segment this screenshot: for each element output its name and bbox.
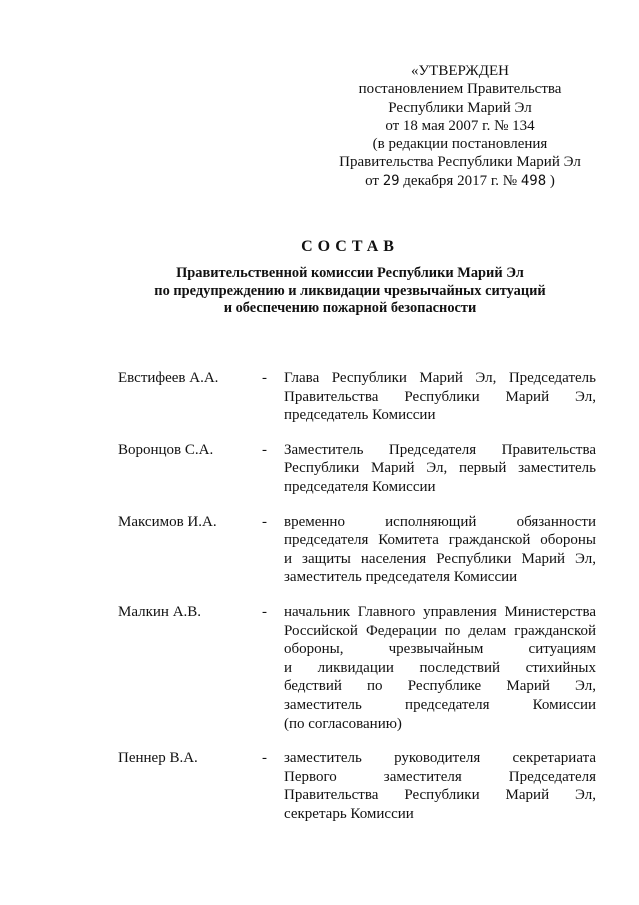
subtitle-line: и обеспечению пожарной безопасности [223,300,477,317]
member-role-line: Правительства Республики Марий Эл, [284,787,596,804]
member-dash: - [262,603,267,620]
member-role-line: заместитель председателя Комиссии [284,696,596,713]
member-role-line: Российской Федерации по делам гражданской [284,622,596,639]
approval-line: Республики Марий Эл [388,99,532,116]
approval-line: (в редакции постановления [372,136,548,153]
member-row [118,603,596,733]
member-role-line: Заместитель Председателя Правительства [284,441,596,458]
subtitle-line: по предупреждению и ликвидации чрезвычайных ситуаций [154,282,546,299]
approval-number: 498 [520,172,547,189]
member-role [284,441,596,497]
commission-members-list [118,369,596,839]
member-dash: - [262,750,267,767]
document-subtitle [100,265,600,318]
member-dash: - [262,370,267,386]
member-name: Пеннер В.А. [118,750,198,767]
member-name: Малкин А.В. [118,603,202,620]
member-role [284,749,596,823]
member-row [118,513,596,587]
member-role-line: Республики Марий Эл, первый заместитель [284,460,596,477]
approval-line: постановлением Правительства [358,81,562,98]
member-role-line: Правительства Республики Марий Эл, [284,388,596,405]
member-role-line: и защиты населения Республики Марий Эл, [284,550,596,567]
member-role [284,513,596,587]
member-role-line: председателя Комитета гражданской обороны [284,532,596,549]
document-title: СОСТАВ [301,238,399,255]
member-name: Евстифеев А.А. [118,370,219,386]
member-row [118,749,596,823]
member-role [284,369,596,425]
member-role-line: начальник Главного управления Министерства [284,603,596,620]
member-role-line: временно исполняющий обязанности [284,513,596,530]
member-role-line: председателя Комиссии [284,478,436,495]
approval-line: Правительства Республики Марий Эл [339,154,581,171]
member-role-line: Глава Республики Марий Эл, Председатель [284,370,596,386]
approval-line: «УТВЕРЖДЕН [411,63,509,79]
member-name: Воронцов С.А. [118,441,214,458]
approval-day: 29 [382,172,400,189]
member-role-line: обороны, чрезвычайным ситуациям [284,641,596,658]
member-dash: - [262,513,267,530]
approval-date-prefix: от [365,172,383,189]
member-role-line: и ликвидации последствий стихийных [284,659,596,676]
member-role-line: (по согласованию) [284,715,402,732]
approval-month-year: декабря 2017 г. № [399,172,521,189]
subtitle-line: Правительственной комиссии Республики Марий Эл [176,265,524,281]
member-role-line: секретарь Комиссии [284,805,414,822]
member-role-line: заместитель руководителя секретариата [284,750,596,767]
member-role-line: бедствий по Республике Марий Эл, [284,678,596,695]
member-role-line: председатель Комиссии [284,407,436,424]
member-row [118,369,596,425]
member-role [284,603,596,733]
member-row [118,441,596,497]
member-dash: - [262,441,267,458]
member-name: Максимов И.А. [118,513,217,530]
approval-line: от 18 мая 2007 г. № 134 [385,117,535,134]
member-role-line: Первого заместителя Председателя [284,768,596,785]
member-role-line: заместитель председателя Комиссии [284,569,518,586]
approval-stamp-block [300,62,620,190]
approval-date-suffix: ) [546,172,555,189]
approval-date-line [300,172,620,190]
